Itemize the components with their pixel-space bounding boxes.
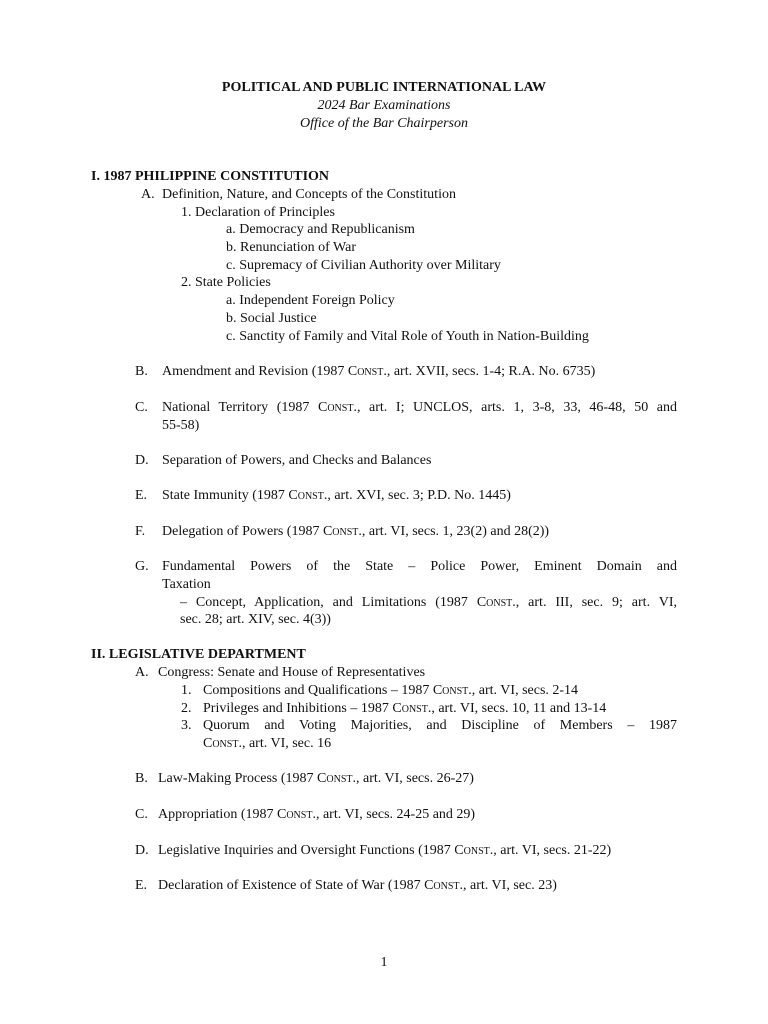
item-text: Amendment and Revision (1987 Const., art. XVII, secs. 1-4; R.A. No. 6735) (162, 364, 596, 379)
subitem-text: 2. State Policies (181, 275, 271, 290)
subitem-number: 1. (181, 683, 192, 698)
item-label: C. (135, 807, 148, 822)
item-label: E. (135, 488, 148, 503)
section-heading: II. LEGISLATIVE DEPARTMENT (91, 647, 306, 662)
item-label: B. (135, 364, 148, 379)
item-text-continued: 55-58) (162, 418, 200, 433)
subsubitem-text: c. Supremacy of Civilian Authority over Military (226, 258, 501, 273)
section-heading: I. 1987 PHILIPPINE CONSTITUTION (91, 169, 330, 184)
item-text-continued: Taxation (162, 577, 211, 592)
item-text: State Immunity (1987 Const., art. XVI, sec. 3; P.D. No. 1445) (162, 488, 511, 503)
subitem-text: Privileges and Inhibitions – 1987 Const., art. VI, secs. 10, 11 and 13-14 (203, 701, 607, 716)
subitem-text-continued: Const., art. VI, sec. 16 (203, 736, 332, 751)
item-label: B. (135, 771, 148, 786)
item-text-continued: – Concept, Application, and Limitations (1987 Const., art. III, sec. 9; art. VI, (180, 595, 677, 610)
item-text: Declaration of Existence of State of War (1987 Const., art. VI, sec. 23) (158, 878, 557, 893)
item-text-continued: sec. 28; art. XIV, sec. 4(3)) (180, 612, 331, 627)
item-text: Law-Making Process (1987 Const., art. VI, secs. 26-27) (158, 771, 474, 786)
item-text: Definition, Nature, and Concepts of the Constitution (162, 187, 456, 202)
subsubitem-text: b. Renunciation of War (226, 240, 357, 255)
item-label: D. (135, 453, 149, 468)
item-text: Appropriation (1987 Const., art. VI, secs. 24-25 and 29) (158, 807, 476, 822)
page-number: 1 (380, 955, 388, 970)
document-subtitle-office: Office of the Bar Chairperson (300, 116, 468, 131)
item-text: Delegation of Powers (1987 Const., art. VI, secs. 1, 23(2) and 28(2)) (162, 524, 550, 539)
item-label: A. (141, 187, 155, 202)
subitem-number: 2. (181, 701, 192, 716)
item-text: Congress: Senate and House of Representatives (158, 665, 426, 680)
item-text: National Territory (1987 Const., art. I; UNCLOS, arts. 1, 3-8, 33, 46-48, 50 and (162, 400, 678, 415)
subsubitem-text: a. Independent Foreign Policy (226, 293, 395, 308)
item-label: G. (135, 559, 149, 574)
item-label: F. (135, 524, 146, 539)
item-label: C. (135, 400, 148, 415)
document-subtitle-exam: 2024 Bar Examinations (317, 98, 451, 113)
subsubitem-text: b. Social Justice (226, 311, 317, 326)
document-title: POLITICAL AND PUBLIC INTERNATIONAL LAW (221, 80, 547, 95)
item-text: Legislative Inquiries and Oversight Functions (1987 Const., art. VI, secs. 21-22) (158, 843, 612, 858)
item-text: Fundamental Powers of the State – Police Power, Eminent Domain and (162, 559, 677, 574)
subsubitem-text: c. Sanctity of Family and Vital Role of Youth in Nation-Building (226, 329, 589, 344)
subitem-text: Quorum and Voting Majorities, and Discipline of Members – 1987 (203, 718, 677, 733)
subitem-text: Compositions and Qualifications – 1987 Const., art. VI, secs. 2-14 (203, 683, 579, 698)
item-label: D. (135, 843, 149, 858)
subitem-text: 1. Declaration of Principles (181, 205, 335, 220)
item-label: A. (135, 665, 149, 680)
subsubitem-text: a. Democracy and Republicanism (226, 222, 415, 237)
subitem-number: 3. (181, 718, 192, 733)
item-label: E. (135, 878, 148, 893)
item-text: Separation of Powers, and Checks and Balances (162, 453, 432, 468)
